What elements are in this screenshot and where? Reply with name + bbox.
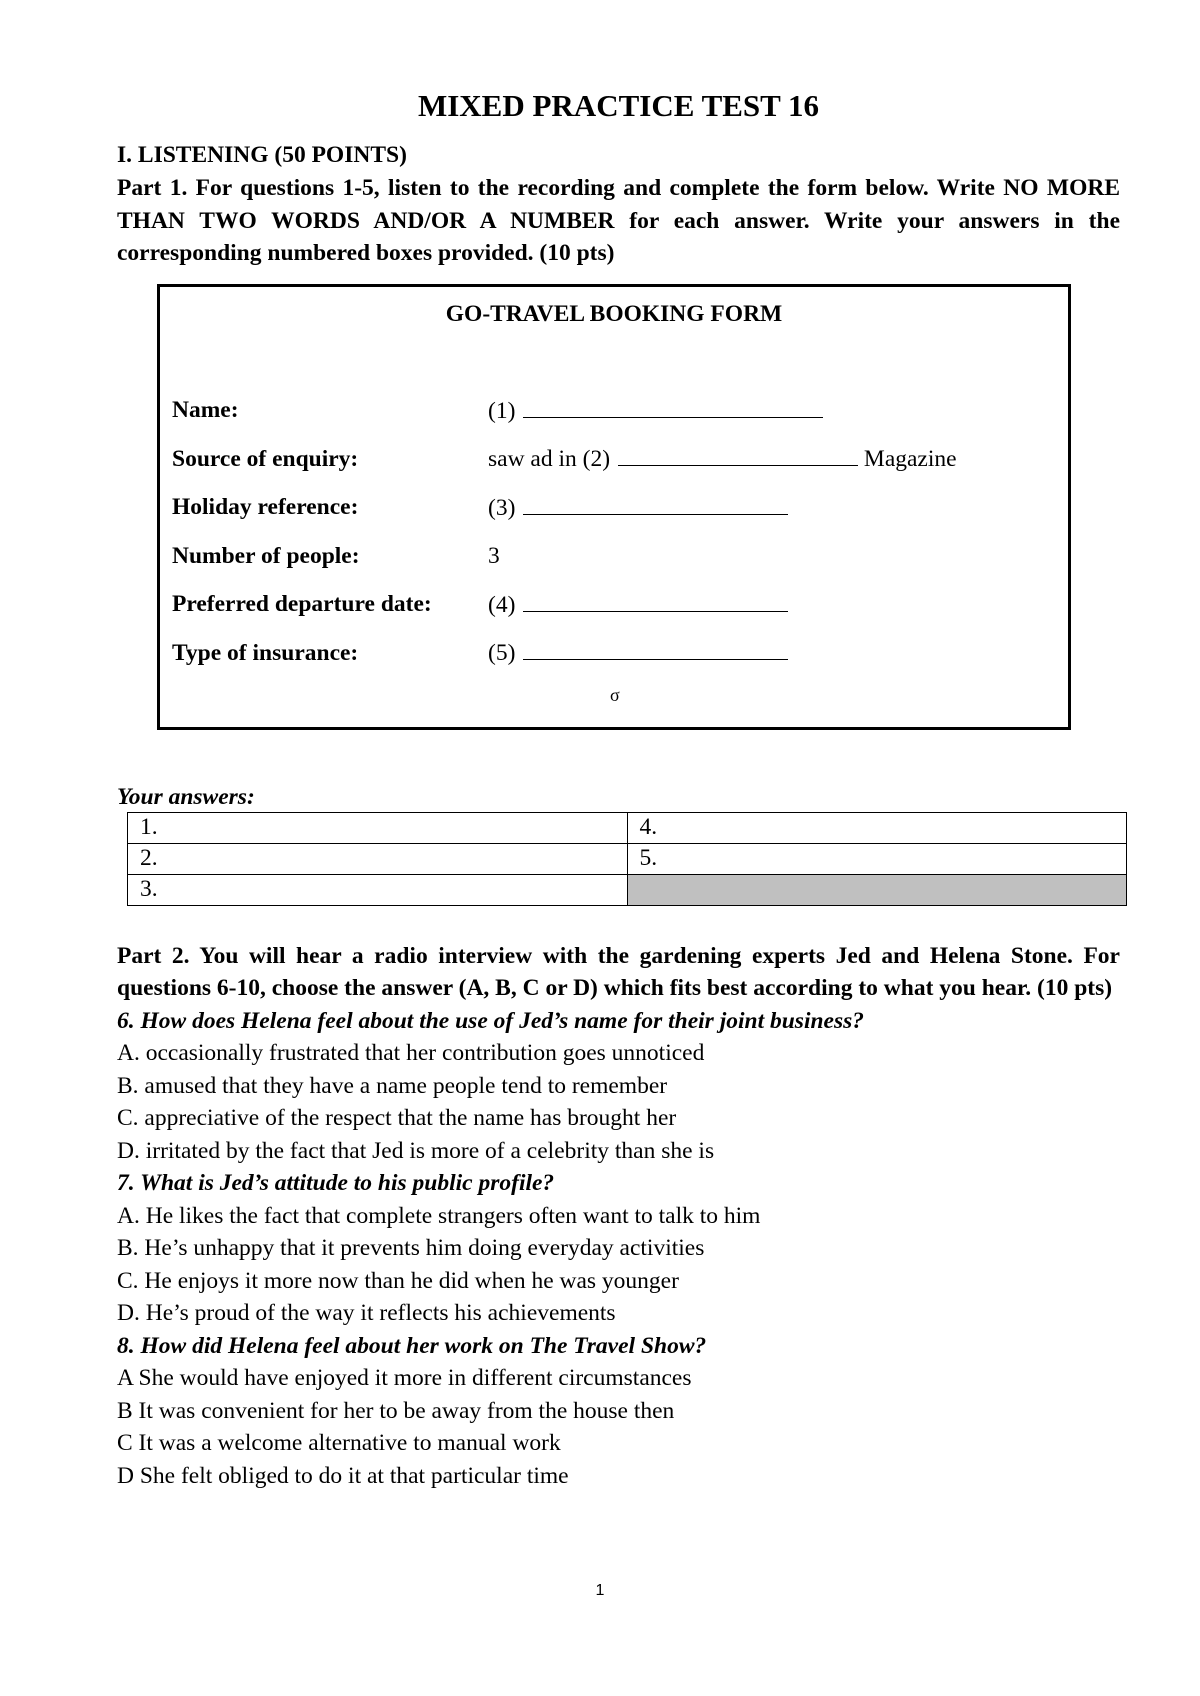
answer-cell-1[interactable]: 1.	[128, 812, 628, 843]
answer-blank-1[interactable]	[523, 397, 823, 418]
answer-cell-4[interactable]: 4.	[627, 812, 1127, 843]
answer-cell-empty	[627, 874, 1127, 905]
form-value	[488, 397, 823, 425]
form-prefix: (3)	[488, 494, 516, 521]
option-7a[interactable]: A. He likes the fact that complete strangers often want to talk to him	[117, 1202, 761, 1229]
answer-cell-3[interactable]: 3.	[128, 874, 628, 905]
form-row-name	[172, 387, 1052, 436]
part2-instructions: Part 2. You will hear a radio interview with the gardening experts Jed and Helena Stone. For questions 6-10, choose the answer (A, B, C or D) which fits best according to what you hear. (10 pts)	[117, 942, 1120, 1001]
booking-form-title: GO-TRAVEL BOOKING FORM	[445, 300, 783, 327]
option-8a[interactable]: A She would have enjoyed it more in different circumstances	[117, 1365, 692, 1391]
option-8b[interactable]: B It was convenient for her to be away from the house then	[117, 1397, 675, 1424]
answer-cell-2[interactable]: 2.	[128, 843, 628, 874]
page-title: MIXED PRACTICE TEST 16	[417, 88, 820, 123]
option-7d[interactable]: D. He’s proud of the way it reflects his achievements	[117, 1300, 616, 1326]
form-row-holiday-reference	[172, 484, 1052, 533]
option-8c[interactable]: C It was a welcome alternative to manual work	[117, 1430, 561, 1456]
booking-form	[157, 284, 1071, 730]
part1-instructions: Part 1. For questions 1-5, listen to the recording and complete the form below. Write NO MORE THAN TWO WORDS AND/OR A NUMBER for each answer. Write your answers in the corresponding numbered boxes provided. (10 pts)	[117, 175, 1120, 266]
option-6c[interactable]: C. appreciative of the respect that the name has brought her	[117, 1105, 677, 1131]
form-mark: σ	[610, 684, 620, 705]
form-label: Preferred departure date:	[172, 591, 432, 618]
option-6b[interactable]: B. amused that they have a name people tend to remember	[117, 1072, 668, 1099]
answer-cell-5[interactable]: 5.	[627, 843, 1127, 874]
form-label: Source of enquiry:	[172, 445, 359, 472]
table-row	[128, 843, 1127, 874]
booking-form-rows	[172, 387, 1052, 678]
answer-blank-3[interactable]	[523, 494, 788, 515]
answer-blank-5[interactable]	[523, 639, 788, 660]
form-row-insurance	[172, 629, 1052, 678]
option-7c[interactable]: C. He enjoys it more now than he did when he was younger	[117, 1267, 679, 1294]
option-6a[interactable]: A. occasionally frustrated that her contribution goes unnoticed	[117, 1040, 705, 1066]
form-label: Holiday reference:	[172, 494, 359, 521]
section-heading-listening: I. LISTENING (50 POINTS)	[117, 142, 407, 168]
form-prefix: (5)	[488, 640, 516, 667]
form-prefix: (1)	[488, 397, 516, 424]
form-value	[488, 445, 957, 473]
form-value: 3	[488, 542, 500, 569]
form-suffix: Magazine	[863, 446, 957, 473]
form-label: Type of insurance:	[172, 639, 359, 666]
option-8d[interactable]: D She felt obliged to do it at that particular time	[117, 1462, 569, 1489]
form-prefix: (4)	[488, 591, 516, 618]
table-row	[128, 812, 1127, 843]
page-number: 1	[595, 1582, 605, 1599]
part2-section	[117, 940, 1120, 1493]
form-row-source	[172, 435, 1052, 484]
answer-blank-4[interactable]	[523, 591, 788, 612]
form-value	[488, 639, 788, 667]
question-6: 6. How does Helena feel about the use of Jed’s name for their joint business?	[117, 1007, 865, 1034]
answer-blank-2[interactable]	[618, 445, 858, 466]
answers-label: Your answers:	[117, 783, 255, 810]
form-row-number-of-people	[172, 532, 1052, 581]
form-label: Name:	[172, 397, 239, 424]
table-row	[128, 874, 1127, 905]
question-8: 8. How did Helena feel about her work on The Travel Show?	[117, 1332, 707, 1359]
form-value	[488, 494, 788, 522]
option-6d[interactable]: D. irritated by the fact that Jed is more of a celebrity than she is	[117, 1137, 715, 1164]
question-7: 7. What is Jed’s attitude to his public profile?	[117, 1170, 555, 1196]
form-label: Number of people:	[172, 542, 360, 569]
option-7b[interactable]: B. He’s unhappy that it prevents him doing everyday activities	[117, 1235, 705, 1261]
form-prefix: saw ad in (2)	[488, 446, 611, 473]
form-row-departure-date	[172, 581, 1052, 630]
document-page	[117, 85, 1120, 1492]
form-value	[488, 591, 788, 619]
answers-table	[127, 812, 1127, 906]
